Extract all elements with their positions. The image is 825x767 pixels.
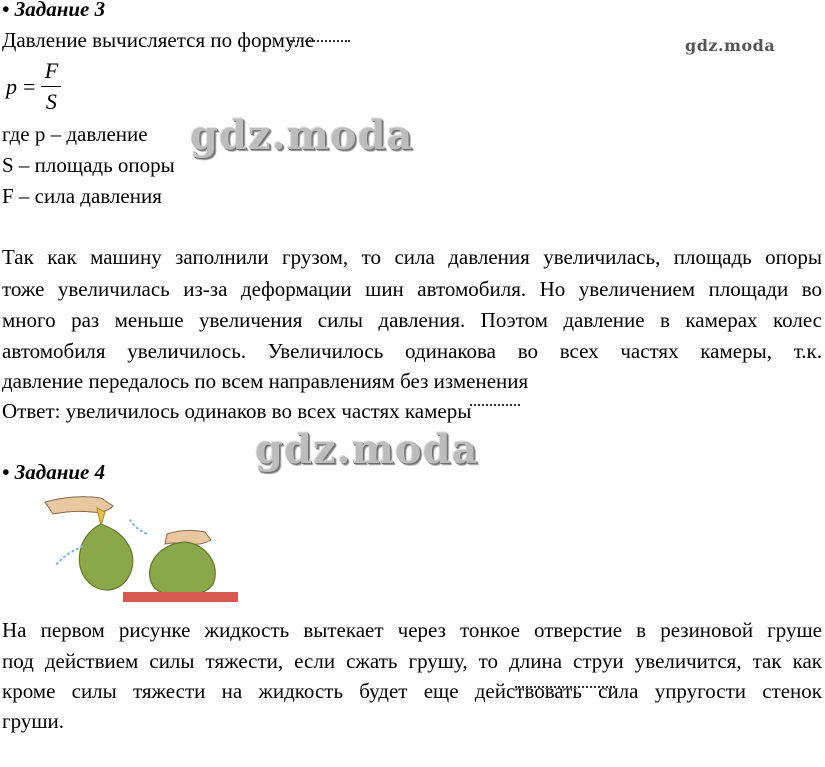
definition-f: F – сила давления bbox=[2, 184, 162, 208]
scribble-mark bbox=[290, 40, 350, 45]
formula-numerator: F bbox=[44, 58, 59, 83]
definition-p: где p – давление bbox=[2, 122, 148, 146]
task3-intro: Давление вычисляется по формуле bbox=[2, 28, 315, 52]
task4-paragraph-line: под действием силы тяжести, если сжать грушу, то длина струи увеличится, так как bbox=[2, 649, 822, 673]
task3-paragraph-line: тоже увеличилась из-за деформации шин автомобиля. Но увеличением площади во bbox=[2, 277, 822, 301]
liquid-stream-icon bbox=[55, 546, 83, 566]
watermark-big: gdz.moda bbox=[255, 426, 479, 473]
task3-paragraph-line: давление передалось по всем направлениям без изменения bbox=[2, 369, 529, 393]
table-surface-icon bbox=[123, 592, 238, 602]
first-bulb-icon bbox=[79, 524, 132, 590]
task3-paragraph-line: Так как машину заполнили грузом, то сила давления увеличилась, площадь опоры bbox=[2, 245, 822, 269]
task3-answer: Ответ: увеличилось одинаков во всех частях камеры bbox=[2, 399, 472, 423]
task4-heading: • Задание 4 bbox=[2, 460, 106, 484]
task4-paragraph-line: На первом рисунке жидкость вытекает через тонкое отверстие в резиновой груше bbox=[2, 618, 822, 642]
watermark-big: gdz.moda bbox=[190, 112, 414, 159]
formula-denominator: S bbox=[45, 89, 57, 115]
formula-lhs: p bbox=[6, 73, 17, 99]
scribble-mark bbox=[470, 404, 520, 409]
pressure-formula bbox=[6, 58, 61, 116]
task4-paragraph-line: груши. bbox=[2, 709, 64, 733]
second-bulb-icon bbox=[150, 542, 216, 596]
watermark-small: gdz.moda bbox=[685, 36, 776, 55]
liquid-stream-icon bbox=[129, 518, 147, 534]
rubber-bulb-illustration bbox=[35, 488, 240, 606]
scribble-mark bbox=[515, 686, 615, 691]
formula-equals: = bbox=[23, 73, 36, 99]
fraction-bar bbox=[41, 86, 61, 87]
task4-paragraph-line: кроме силы тяжести на жидкость будет еще действовать сила упругости стенок bbox=[2, 679, 822, 703]
definition-s: S – площадь опоры bbox=[2, 153, 175, 177]
task3-paragraph-line: много раз меньше увеличения силы давления. Поэтом давление в камерах колес bbox=[2, 308, 822, 332]
task3-paragraph-line: автомобиля увеличилось. Увеличилось одинакова во всех частях камеры, т.к. bbox=[2, 339, 822, 363]
formula-fraction bbox=[41, 58, 61, 116]
task3-heading: • Задание 3 bbox=[2, 0, 106, 21]
